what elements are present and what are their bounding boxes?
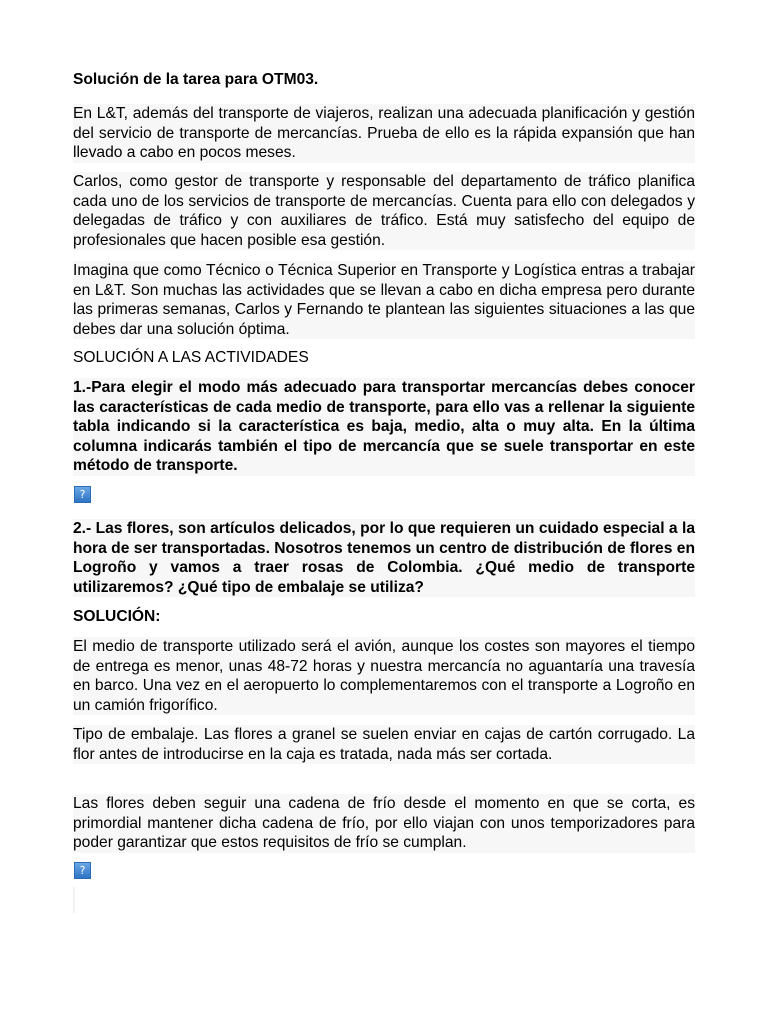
intro-paragraph-2: Carlos, como gestor de transporte y responsable del departamento de tráfico planifica cada uno de los servicios de transporte de mercancías. Cuenta para ello con delegados y delegadas de tráfico y con auxiliares de tráfico. Está muy satisfecho del equipo de profesionales que hacen posible esa gestión. [73,173,695,249]
solution-label: SOLUCIÓN: [73,608,161,625]
solution-paragraph-2: Tipo de embalaje. Las flores a granel se suelen enviar en cajas de cartón corrugado. La flor antes de introducirse en la caja es tratada, nada más ser cortada. [73,726,695,763]
section-heading: SOLUCIÓN A LAS ACTIVIDADES [73,349,309,366]
document-title: Solución de la tarea para OTM03. [73,71,319,88]
intro-paragraph-3: Imagina que como Técnico o Técnica Superior en Transporte y Logística entras a trabajar en L&T. Son muchas las actividades que se llevan a cabo en dicha empresa pero durante las primeras semanas, Carlos y Fernando te plantean las siguientes situaciones a las que debes dar una solución óptima. [73,262,695,338]
question-1: 1.-Para elegir el modo más adecuado para transportar mercancías debes conocer las características de cada medio de transporte, para ello vas a rellenar la siguiente tabla indicando si la característica es baja, medio, alta o muy alta. En la última columna indicarás también el tipo de mercancía que se suele transportar en este método de transporte. [73,379,695,475]
divider [73,887,75,913]
solution-paragraph-3: Las flores deben seguir una cadena de frío desde el momento en que se corta, es primordial mantener dicha cadena de frío, por ello viajan con unos temporizadores para poder garantizar que estos requisitos de frío se cumplan. [73,795,695,852]
intro-paragraph-1: En L&T, además del transporte de viajeros, realizan una adecuada planificación y gestión del servicio de transporte de mercancías. Prueba de ello es la rápida expansión que han llevado a cabo en pocos meses. [73,105,695,162]
solution-paragraph-1: El medio de transporte utilizado será el avión, aunque los costes son mayores el tiempo de entrega es menor, unas 48-72 horas y nuestra mercancía no aguantaría una travesía en barco. Una vez en el aeropuerto lo complementaremos con el transporte a Logroño en un camión frigorífico. [73,638,695,714]
question-2: 2.- Las flores, son artículos delicados, por lo que requieren un cuidado especial a la hora de ser transportadas. Nosotros tenemos un centro de distribución de flores en Logroño y vamos a traer rosas de Colombia. ¿Qué medio de transporte utilizaremos? ¿Qué tipo de embalaje se utiliza? [73,520,695,596]
missing-image-icon[interactable]: ? [74,486,91,503]
missing-image-icon[interactable]: ? [74,862,91,879]
